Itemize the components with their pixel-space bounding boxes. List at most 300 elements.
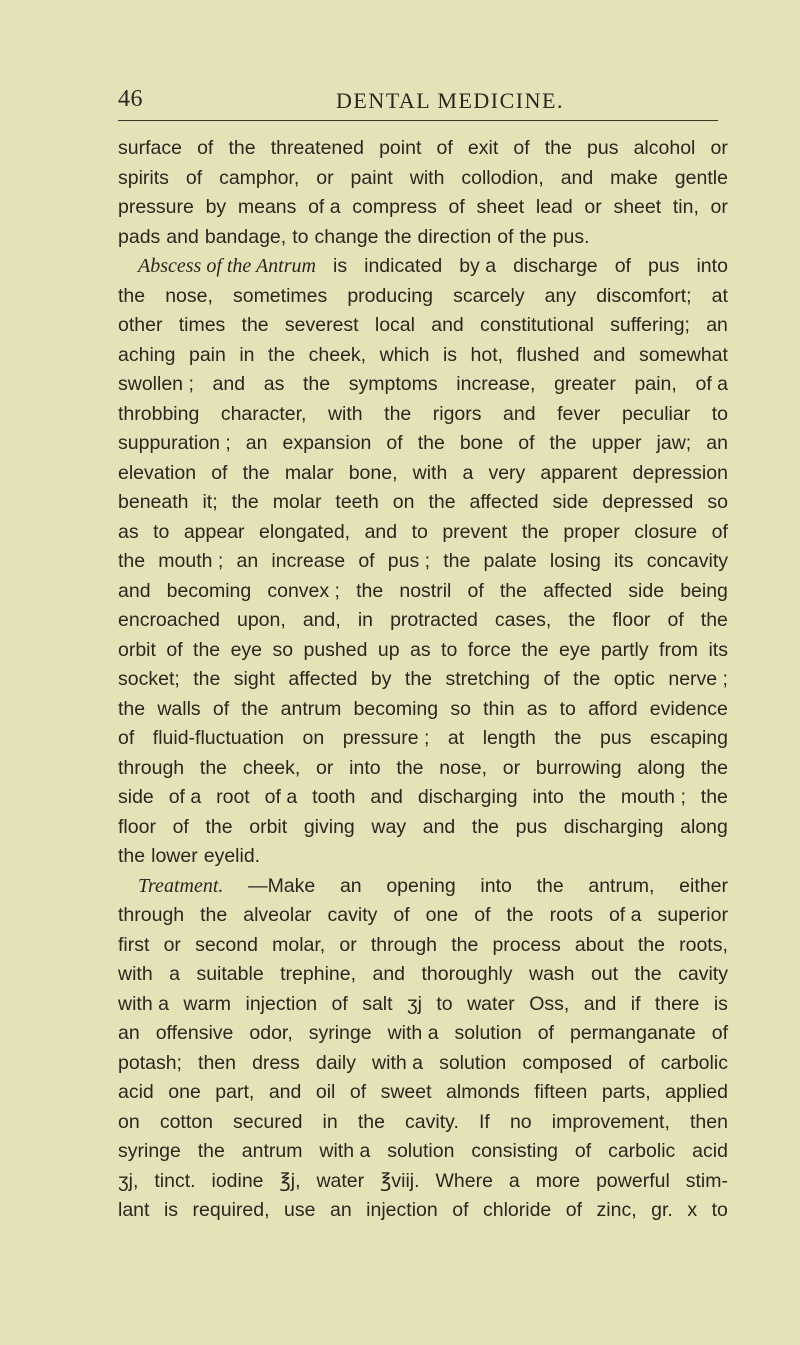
word: escaping: [649, 727, 728, 749]
word: molar,: [272, 933, 326, 956]
word: as: [526, 697, 548, 720]
text-line: [118, 341, 728, 371]
word: the: [199, 756, 228, 779]
word: pads: [118, 225, 161, 248]
word: of: [497, 225, 514, 248]
word: of: [513, 137, 530, 159]
word: the: [241, 314, 269, 336]
word: side: [552, 491, 589, 513]
text-line: [118, 842, 728, 872]
word: of a: [608, 904, 642, 926]
text-line: [118, 311, 728, 341]
word: pus: [587, 137, 619, 159]
word: expansion: [282, 432, 372, 454]
word: severest: [284, 314, 359, 336]
word: tin,: [672, 196, 699, 218]
word: solution: [439, 1051, 507, 1074]
word: walls: [157, 697, 201, 720]
word: thin: [483, 697, 515, 720]
word: of: [574, 1140, 592, 1162]
word: roots: [549, 904, 593, 926]
word: of: [358, 550, 375, 572]
word: of: [349, 1081, 367, 1103]
text-line: [118, 665, 728, 695]
word: acid: [692, 1140, 728, 1162]
word: nostril: [399, 579, 452, 602]
word: or: [316, 756, 334, 779]
word: aching: [118, 343, 176, 366]
word: parts,: [601, 1081, 651, 1103]
word: discharging: [417, 786, 518, 808]
word: and: [118, 579, 151, 602]
word: apparent: [540, 461, 618, 484]
word: the: [303, 373, 331, 395]
word: becoming: [166, 579, 252, 602]
word: almonds: [446, 1081, 520, 1103]
text-line: [118, 695, 728, 725]
word: concavity: [646, 550, 728, 572]
word: producing: [347, 284, 433, 307]
word: second: [195, 933, 258, 956]
word: and: [268, 1081, 302, 1103]
word: lant: [118, 1199, 150, 1221]
word: the: [634, 963, 662, 985]
word: length: [482, 727, 536, 749]
text-line: [118, 429, 728, 459]
word: on: [302, 727, 325, 749]
word: increase,: [456, 373, 536, 395]
word: process: [492, 933, 561, 956]
word: elongated,: [259, 520, 351, 543]
word: of: [543, 668, 560, 690]
word: either: [679, 874, 728, 897]
word: exit: [467, 137, 499, 159]
text-line: [118, 400, 728, 430]
word: protracted: [390, 609, 478, 631]
word: one: [168, 1081, 201, 1103]
word: with a: [319, 1140, 371, 1162]
word: thoroughly: [421, 963, 513, 985]
word: gr.: [651, 1199, 673, 1221]
word: tinct.: [154, 1169, 196, 1192]
word: solution: [454, 1022, 522, 1044]
word: or: [163, 933, 181, 956]
word: and: [583, 992, 617, 1015]
word: of: [393, 904, 410, 926]
word: throbbing: [118, 402, 200, 425]
word: of: [711, 1022, 728, 1044]
word: the: [499, 579, 527, 602]
word: suffering;: [610, 314, 690, 336]
word: antrum: [280, 697, 342, 720]
word: floor: [612, 609, 651, 631]
italic-heading: Abscess of the Antrum: [138, 255, 316, 277]
word: sweet: [380, 1081, 432, 1103]
word: alveolar: [243, 904, 312, 926]
word: the: [193, 638, 221, 661]
word: the: [241, 697, 269, 720]
word: cheek,: [242, 756, 301, 779]
text-line: [118, 783, 728, 813]
word: rigors: [432, 402, 482, 425]
word: to: [436, 992, 453, 1015]
word: up: [377, 638, 400, 661]
word: chloride: [482, 1199, 552, 1221]
word: the: [228, 137, 256, 159]
word: If: [478, 1110, 490, 1133]
word: side: [118, 786, 154, 808]
word: force: [467, 638, 512, 661]
word: syringe: [308, 1022, 372, 1044]
word: as: [118, 520, 139, 543]
word: an: [118, 1022, 140, 1044]
word: root: [216, 786, 250, 808]
word: warm: [183, 992, 232, 1015]
word: of: [386, 432, 403, 454]
word: of a: [308, 196, 341, 218]
word: beneath: [118, 491, 189, 513]
word: zinc,: [596, 1199, 637, 1221]
word: the: [193, 668, 221, 690]
word: the: [519, 225, 547, 248]
word: or: [710, 196, 728, 218]
word: threatened: [270, 137, 364, 159]
word: more: [535, 1169, 581, 1192]
word: times: [178, 314, 226, 336]
text-line: [118, 1108, 728, 1138]
word: the: [451, 933, 479, 956]
word: the: [521, 638, 549, 661]
word: or: [316, 166, 334, 189]
word: of: [711, 520, 728, 543]
word: ʒj: [406, 992, 422, 1015]
word: any: [544, 284, 577, 307]
page-number: 46: [118, 86, 143, 112]
word: the: [554, 727, 582, 749]
word: odor,: [249, 1022, 293, 1044]
word: and: [422, 815, 456, 838]
word: solution: [387, 1140, 455, 1162]
word: stretching: [445, 668, 531, 690]
word: of: [537, 1022, 554, 1044]
word: appear: [183, 520, 245, 543]
text-line: [118, 134, 728, 164]
word: into: [480, 874, 512, 897]
word: Oss,: [529, 992, 570, 1015]
word: the: [637, 933, 665, 956]
word: its: [614, 550, 634, 572]
text-line: [118, 164, 728, 194]
word: upper: [591, 432, 642, 454]
text-line: [118, 636, 728, 666]
word: jaw;: [656, 432, 692, 454]
word: bone,: [348, 461, 398, 484]
word: acid: [118, 1081, 154, 1103]
word: improvement,: [551, 1110, 670, 1133]
word: an: [236, 550, 259, 572]
word: salt: [362, 992, 393, 1015]
word: suitable: [196, 963, 264, 985]
word: symptoms: [348, 373, 438, 395]
word: the: [396, 756, 424, 779]
word: and: [166, 225, 199, 248]
word: daily: [315, 1051, 356, 1074]
text-line: [118, 223, 728, 253]
text-line: [118, 960, 728, 990]
word: the: [118, 845, 146, 867]
word: orbit: [249, 815, 288, 838]
word: and: [364, 520, 398, 543]
word: fever: [557, 402, 601, 425]
word: if: [630, 992, 641, 1015]
word: into: [696, 255, 728, 277]
word: the: [443, 550, 471, 572]
word: flushed: [516, 343, 580, 366]
word: opening: [386, 874, 456, 897]
word: depressed: [602, 491, 694, 513]
word: the: [428, 491, 456, 513]
word: the: [118, 550, 146, 572]
word: of: [166, 638, 183, 661]
word: of: [448, 196, 465, 218]
word: by: [370, 668, 392, 690]
text-line: [118, 252, 728, 282]
word: the: [205, 815, 233, 838]
word: along: [680, 815, 728, 838]
word: swollen ;: [118, 373, 194, 395]
word: dress: [252, 1051, 300, 1074]
word: at: [447, 727, 465, 749]
word: water: [467, 992, 515, 1015]
word: water: [316, 1169, 365, 1192]
word: or: [502, 756, 521, 779]
text-line: [118, 724, 728, 754]
word: bandage,: [204, 225, 287, 248]
word: the: [521, 520, 549, 543]
word: offensive: [155, 1022, 234, 1044]
text-line: [118, 577, 728, 607]
word: local: [374, 314, 415, 336]
text-line: [118, 813, 728, 843]
text-line: [118, 370, 728, 400]
word: sheet: [476, 196, 525, 218]
word: eye: [559, 638, 591, 661]
word: fluid-fluctuation: [152, 727, 284, 749]
word: the: [200, 904, 228, 926]
word: tooth: [312, 786, 356, 808]
word: along: [637, 756, 686, 779]
text-line: [118, 282, 728, 312]
word: to: [411, 520, 428, 543]
word: an: [706, 432, 728, 454]
word: superior: [657, 904, 728, 926]
word: or: [339, 933, 357, 956]
word: which: [379, 343, 430, 366]
word: the: [700, 786, 728, 808]
word: stim-: [685, 1169, 728, 1192]
word: an: [245, 432, 268, 454]
word: so: [450, 697, 471, 720]
word: or: [584, 196, 602, 218]
word: to: [153, 520, 170, 543]
word: and: [212, 373, 246, 395]
word: indicated: [364, 255, 443, 277]
word: the: [231, 491, 259, 513]
text-line: [118, 488, 728, 518]
word: and: [592, 343, 626, 366]
word: other: [118, 314, 163, 336]
word: through: [118, 756, 185, 779]
word: partly: [600, 638, 649, 661]
text-line: [118, 518, 728, 548]
word: collodion,: [461, 166, 544, 189]
text-line: [118, 872, 728, 902]
word: way: [371, 815, 407, 838]
word: point: [379, 137, 422, 159]
word: is: [442, 343, 458, 366]
word: the: [404, 668, 433, 690]
text-line: [118, 1196, 728, 1226]
word: trephine,: [280, 963, 357, 985]
word: nose,: [165, 284, 213, 307]
word: pus.: [552, 225, 590, 248]
word: consisting: [471, 1140, 559, 1162]
word: being: [680, 579, 728, 602]
word: injection: [245, 992, 318, 1015]
word: and: [372, 963, 406, 985]
word: one: [425, 904, 459, 926]
word: depression: [632, 461, 728, 484]
word: affected: [288, 668, 358, 690]
word: pus: [599, 727, 632, 749]
word: of: [452, 1199, 469, 1221]
word: lower: [151, 845, 198, 867]
word: afford: [588, 697, 638, 720]
word: of: [172, 815, 189, 838]
word: ℥viij.: [380, 1169, 420, 1192]
word: or: [710, 137, 728, 159]
word: ʒj,: [118, 1169, 139, 1192]
word: and: [370, 786, 403, 808]
word: from: [659, 638, 699, 661]
word: the: [384, 402, 412, 425]
word: of: [474, 904, 491, 926]
word: first: [118, 933, 150, 956]
word: the: [268, 343, 296, 366]
word: the: [568, 609, 596, 631]
word: scarcely: [453, 284, 525, 307]
word: the: [506, 904, 534, 926]
word: discharging: [563, 815, 664, 838]
word: surface: [118, 137, 182, 159]
word: palate: [483, 550, 537, 572]
word: in: [357, 609, 374, 631]
word: antrum,: [588, 874, 655, 897]
word: —Make: [248, 874, 316, 897]
word: cavity.: [405, 1110, 459, 1133]
word: losing: [549, 550, 601, 572]
word: then: [198, 1051, 236, 1074]
text-line: [118, 1137, 728, 1167]
word: permanganate: [569, 1022, 696, 1044]
word: change: [314, 225, 379, 248]
word: gentle: [674, 166, 728, 189]
word: pus: [515, 815, 548, 838]
word: pain,: [634, 373, 677, 395]
text-line: [118, 459, 728, 489]
word: with: [118, 963, 153, 985]
word: the: [417, 432, 445, 454]
word: is: [332, 255, 348, 277]
word: wash: [529, 963, 575, 985]
word: to: [711, 1199, 728, 1221]
word: burrowing: [535, 756, 622, 779]
word: part,: [215, 1081, 255, 1103]
word: the: [384, 225, 412, 248]
text-line: [118, 1019, 728, 1049]
word: by: [205, 196, 227, 218]
word: then: [689, 1110, 728, 1133]
word: of: [628, 1051, 645, 1074]
word: and: [503, 402, 536, 425]
word: sheet: [613, 196, 662, 218]
word: of: [467, 579, 484, 602]
word: sometimes: [232, 284, 328, 307]
word: orbit: [118, 638, 156, 661]
word: through: [370, 933, 438, 956]
word: sight: [233, 668, 275, 690]
word: applied: [665, 1081, 728, 1103]
word: of: [436, 137, 453, 159]
word: pushed: [303, 638, 368, 661]
text-line: [118, 1078, 728, 1108]
word: pain: [188, 343, 226, 366]
word: its: [708, 638, 728, 661]
word: a: [169, 963, 180, 985]
word: the: [536, 874, 564, 897]
word: composed: [522, 1051, 613, 1074]
word: evidence: [649, 697, 728, 720]
word: there: [654, 992, 700, 1015]
word: on: [392, 491, 415, 513]
word: alcohol: [633, 137, 696, 159]
word: teeth: [335, 491, 379, 513]
text-line: [118, 547, 728, 577]
word: floor: [118, 815, 156, 838]
word: with a: [372, 1051, 423, 1074]
word: upon,: [236, 609, 286, 631]
word: of: [667, 609, 684, 631]
body-text: [118, 134, 728, 1226]
word: lead: [535, 196, 573, 218]
text-line: [118, 1049, 728, 1079]
word: as: [263, 373, 285, 395]
word: of: [518, 432, 535, 454]
word: side: [628, 579, 665, 602]
word: spirits: [118, 166, 169, 189]
word: of: [118, 727, 135, 749]
word: of a: [264, 786, 298, 808]
word: the: [700, 609, 728, 631]
word: and,: [302, 609, 341, 631]
word: convex ;: [267, 579, 340, 602]
word: the: [578, 786, 606, 808]
word: encroached: [118, 609, 220, 631]
word: so: [707, 491, 728, 513]
word: the: [356, 579, 384, 602]
word: in: [239, 343, 255, 366]
word: is: [713, 992, 728, 1015]
